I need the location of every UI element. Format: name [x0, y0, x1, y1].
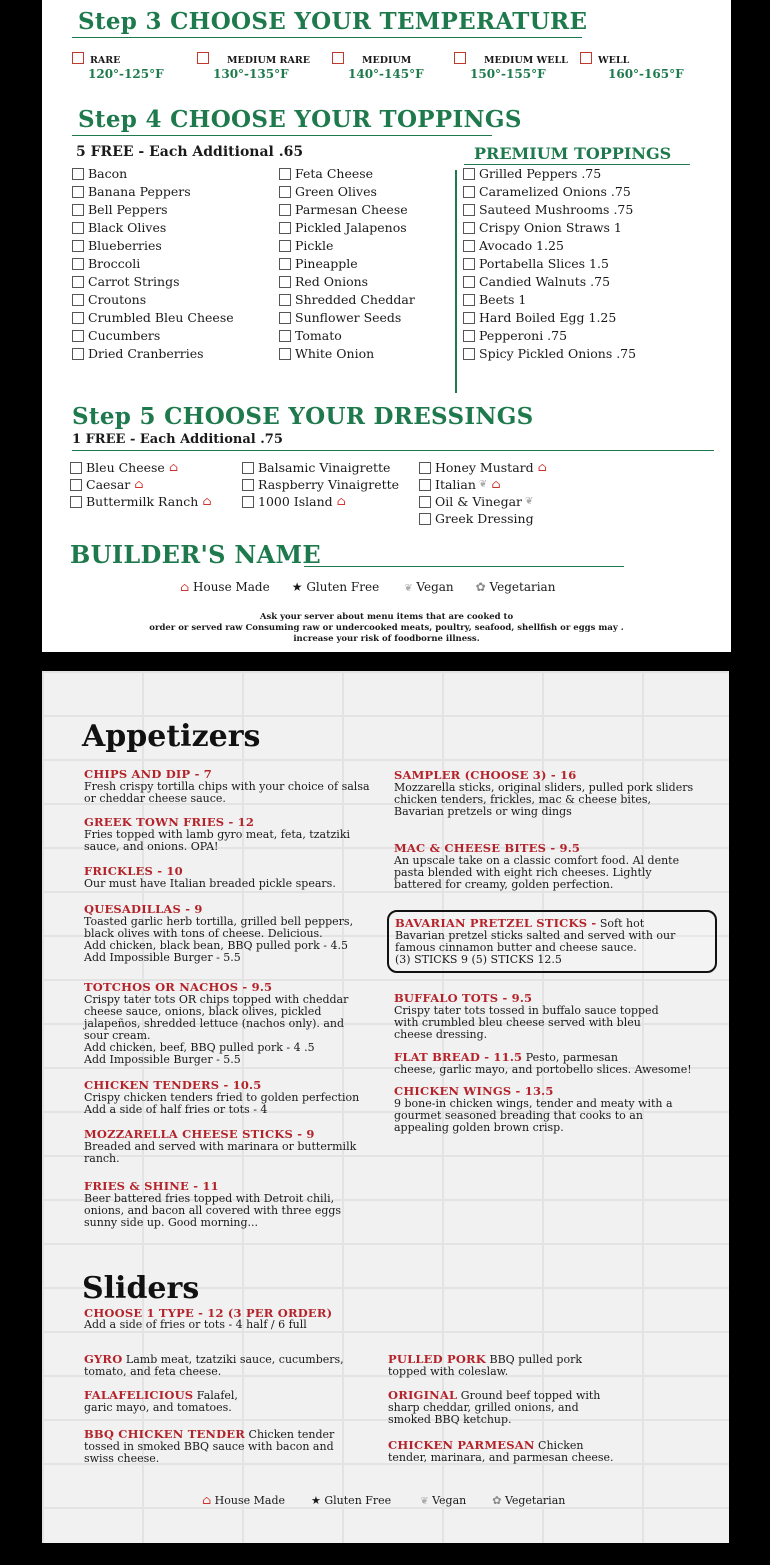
house-icon: ⌂ — [180, 580, 190, 594]
sliders-title: Sliders — [82, 1271, 200, 1306]
checkbox-item[interactable] — [72, 309, 234, 327]
checkbox[interactable] — [279, 258, 291, 270]
menu-item — [84, 1180, 384, 1229]
checkbox-item[interactable] — [463, 291, 636, 309]
item-label: Carrot Strings — [88, 274, 180, 289]
menu-item-inline: Falafel, — [193, 1389, 238, 1402]
checkbox-item[interactable] — [72, 237, 234, 255]
item-label: Tomato — [295, 328, 342, 343]
item-label: Italian — [435, 477, 476, 492]
house-icon: ⌂ — [202, 1493, 212, 1507]
menu-item-line: Add chicken, beef, BBQ pulled pork - 4 .5 — [84, 1041, 315, 1054]
menu-item-line: Toasted garlic herb tortilla, grilled bell peppers, — [84, 915, 354, 928]
menu-item-line: tender, marinara, and parmesan cheese. — [388, 1451, 614, 1464]
menu-item-name: FLAT BREAD - 11.5 — [394, 1050, 523, 1064]
checkbox-item[interactable] — [279, 309, 415, 327]
menu-item — [84, 816, 384, 853]
menu-item-line: ranch. — [84, 1152, 120, 1165]
house-icon: ⌂ — [336, 494, 346, 508]
step3-underline — [72, 37, 582, 38]
toppings-column-2 — [279, 165, 415, 363]
menu-item — [84, 1353, 354, 1378]
menu-item-line: Add chicken, black bean, BBQ pulled pork - 4.5 — [84, 939, 349, 952]
checkbox[interactable] — [279, 276, 291, 288]
item-label: Greek Dressing — [435, 511, 534, 526]
legend-vegan: ❦ Vegan — [420, 1493, 467, 1507]
temp-label: MEDIUM — [362, 55, 412, 66]
item-label: Pickled Jalapenos — [295, 220, 407, 235]
menu-item — [394, 769, 724, 818]
menu-item-inline: Chicken — [534, 1439, 584, 1452]
dressings-column-1 — [70, 459, 211, 510]
dressing-item[interactable] — [419, 493, 547, 510]
vegetarian-icon: ✿ — [475, 580, 486, 594]
appetizers-title: Appetizers — [82, 719, 261, 754]
checkbox-item[interactable] — [463, 201, 636, 219]
checkbox-item[interactable] — [463, 273, 636, 291]
item-label: Parmesan Cheese — [295, 202, 408, 217]
menu-item-name: FRICKLES - 10 — [84, 864, 183, 878]
checkbox[interactable] — [454, 52, 466, 64]
menu-item-line: cheese dressing. — [394, 1028, 488, 1041]
checkbox[interactable] — [72, 222, 84, 234]
menu-item-line: with crumbled bleu cheese served with bleu — [394, 1016, 641, 1029]
item-label: Croutons — [88, 292, 147, 307]
checkbox[interactable] — [279, 186, 291, 198]
checkbox-item[interactable] — [279, 237, 415, 255]
temp-label: MEDIUM WELL — [484, 55, 568, 66]
menu-item — [84, 1389, 354, 1414]
menu-item-line: Add Impossible Burger - 5.5 — [84, 951, 241, 964]
item-label: Red Onions — [295, 274, 369, 289]
checkbox[interactable] — [332, 52, 344, 64]
house-icon: ⌂ — [537, 460, 547, 474]
house-icon: ⌂ — [168, 460, 178, 474]
item-label: Honey Mustard — [435, 460, 534, 475]
checkbox[interactable] — [72, 168, 84, 180]
vegetarian-icon: ✿ — [492, 1493, 502, 1507]
appetizers-page — [42, 671, 729, 1543]
menu-item-line: 9 bone-in chicken wings, tender and meaty with a — [394, 1097, 673, 1110]
item-label: Raspberry Vinaigrette — [258, 477, 400, 492]
item-label: Cucumbers — [88, 328, 161, 343]
menu-item — [84, 1128, 384, 1165]
legend-vegetarian: ✿ Vegetarian — [492, 1493, 566, 1507]
temp-range: 120°-125°F — [88, 67, 164, 81]
checkbox[interactable] — [419, 462, 431, 474]
checkbox[interactable] — [70, 496, 82, 508]
menu-item-line: tomato, and feta cheese. — [84, 1365, 222, 1378]
item-label: Crispy Onion Straws 1 — [479, 220, 622, 235]
checkbox[interactable] — [72, 186, 84, 198]
item-label: Green Olives — [295, 184, 377, 199]
item-label: Candied Walnuts .75 — [479, 274, 611, 289]
checkbox[interactable] — [72, 258, 84, 270]
checkbox[interactable] — [242, 479, 254, 491]
item-label: Grilled Peppers .75 — [479, 166, 602, 181]
dressings-column-3 — [419, 459, 547, 527]
item-label: Broccoli — [88, 256, 141, 271]
dressing-item[interactable] — [419, 510, 547, 527]
checkbox[interactable] — [419, 513, 431, 525]
step4-title: Step 4 CHOOSE YOUR TOPPINGS — [78, 106, 522, 133]
checkbox[interactable] — [279, 330, 291, 342]
dressing-item[interactable] — [419, 459, 547, 476]
item-label: Crumbled Bleu Cheese — [88, 310, 234, 325]
menu-item — [394, 842, 724, 891]
menu-item — [84, 865, 384, 890]
house-icon: ⌂ — [202, 494, 212, 508]
premium-toppings-column — [463, 165, 636, 363]
checkbox[interactable] — [279, 222, 291, 234]
checkbox-item[interactable] — [463, 345, 636, 363]
checkbox[interactable] — [72, 52, 84, 64]
item-label: Dried Cranberries — [88, 346, 204, 361]
menu-item-line: cheese, garlic mayo, and portobello slices. Awesome! — [394, 1063, 692, 1076]
legend-gluten: ★ Gluten Free — [291, 580, 380, 594]
menu-item-name: MOZZARELLA CHEESE STICKS - 9 — [84, 1127, 315, 1141]
dressings-sub: 1 FREE - Each Additional .75 — [72, 432, 283, 447]
menu-item-name: BAVARIAN PRETZEL STICKS - — [395, 916, 597, 930]
menu-item-line: sour cream. — [84, 1029, 151, 1042]
menu-item-name: TOTCHOS OR NACHOS - 9.5 — [84, 980, 273, 994]
item-label: Sauteed Mushrooms .75 — [479, 202, 634, 217]
menu-item-inline: Chicken tender — [245, 1428, 335, 1441]
item-label: Caesar — [86, 477, 131, 492]
menu-item-name: BBQ CHICKEN TENDER — [84, 1427, 246, 1441]
checkbox[interactable] — [72, 312, 84, 324]
menu-item — [388, 1389, 678, 1426]
menu-item-line: jalapeños, shredded lettuce (nachos only). and — [84, 1017, 345, 1030]
disclaimer: Ask your server about menu items that are cooked to order or served raw Consuming raw or undercooked meats, poultry, seafood, shellfish or eggs may . increase your risk of foodborne illness. — [149, 612, 624, 644]
menu-item — [84, 981, 384, 1066]
checkbox[interactable] — [279, 168, 291, 180]
checkbox-item[interactable] — [279, 219, 415, 237]
checkbox[interactable] — [463, 276, 475, 288]
checkbox-item[interactable] — [463, 327, 636, 345]
legend-house: ⌂ House Made — [202, 1493, 285, 1507]
menu-item-line: swiss cheese. — [84, 1452, 160, 1465]
step3-title: Step 3 CHOOSE YOUR TEMPERATURE — [78, 8, 588, 35]
checkbox[interactable] — [242, 496, 254, 508]
checkbox-item[interactable] — [279, 183, 415, 201]
item-label: Pepperoni .75 — [479, 328, 568, 343]
temp-label: WELL — [598, 55, 630, 66]
menu-item-line: topped with coleslaw. — [388, 1365, 509, 1378]
item-label: Portabella Slices 1.5 — [479, 256, 609, 271]
checkbox-item[interactable] — [279, 201, 415, 219]
menu-item-line: Add a side of half fries or tots - 4 — [84, 1103, 268, 1116]
checkbox[interactable] — [419, 479, 431, 491]
leaf-icon: ❦ — [420, 1495, 429, 1507]
step5-title: Step 5 CHOOSE YOUR DRESSINGS — [72, 403, 534, 430]
menu-item-line: appealing golden brown crisp. — [394, 1121, 564, 1134]
item-label: Buttermilk Ranch — [86, 494, 199, 509]
menu-item-line: battered for creamy, golden perfection. — [394, 878, 614, 891]
free-toppings-heading: 5 FREE - Each Additional .65 — [76, 144, 304, 160]
dressing-item[interactable] — [70, 493, 211, 510]
menu-item-line: Fries topped with lamb gyro meat, feta, tzatziki — [84, 828, 351, 841]
checkbox[interactable] — [463, 222, 475, 234]
star-icon: ★ — [291, 580, 303, 594]
menu-item-line: Our must have Italian breaded pickle spears. — [84, 877, 336, 890]
menu-item-name: ORIGINAL — [388, 1388, 458, 1402]
menu-item-inline: Lamb meat, tzatziki sauce, cucumbers, — [122, 1353, 344, 1366]
menu-item-line: Mozzarella sticks, original sliders, pulled pork sliders — [394, 781, 694, 794]
checkbox[interactable] — [72, 204, 84, 216]
dressing-item[interactable] — [242, 476, 399, 493]
dressing-item[interactable] — [242, 459, 399, 476]
menu-item-line: sunny side up. Good morning... — [84, 1216, 259, 1229]
menu-item-line: Crispy tater tots tossed in buffalo sauce topped — [394, 1004, 659, 1017]
menu-item-name: CHICKEN TENDERS - 10.5 — [84, 1078, 262, 1092]
item-label: Feta Cheese — [295, 166, 374, 181]
menu-item — [394, 992, 724, 1041]
menu-item — [84, 903, 384, 964]
menu-item-name: CHIPS AND DIP - 7 — [84, 767, 212, 781]
checkbox[interactable] — [279, 204, 291, 216]
checkbox[interactable] — [463, 294, 475, 306]
menu-item — [84, 1079, 384, 1116]
menu-item-line: garic mayo, and tomatoes. — [84, 1401, 232, 1414]
item-label: Beets 1 — [479, 292, 527, 307]
checkbox-item[interactable] — [72, 345, 234, 363]
premium-toppings-heading: PREMIUM TOPPINGS — [474, 144, 672, 163]
menu-item-line: chicken tenders, frickles, mac & cheese bites, — [394, 793, 651, 806]
menu-item-line: Bavarian pretzels or wing dings — [394, 805, 572, 818]
menu-item-line: Crispy chicken tenders fried to golden perfection — [84, 1091, 360, 1104]
star-icon: ★ — [311, 1493, 321, 1507]
checkbox-item[interactable] — [72, 183, 234, 201]
item-label: Pickle — [295, 238, 334, 253]
menu-item-line: Fresh crispy tortilla chips with your choice of salsa — [84, 780, 370, 793]
checkbox[interactable] — [279, 294, 291, 306]
checkbox[interactable] — [279, 240, 291, 252]
menu-item-line: sauce, and onions. OPA! — [84, 840, 219, 853]
checkbox[interactable] — [463, 312, 475, 324]
dressing-item[interactable] — [70, 476, 211, 493]
menu-item-name: FALAFELICIOUS — [84, 1388, 194, 1402]
menu-item-name: FRIES & SHINE - 11 — [84, 1179, 219, 1193]
menu-item — [388, 1353, 678, 1378]
temp-label: MEDIUM RARE — [227, 55, 310, 66]
house-icon: ⌂ — [134, 477, 144, 491]
house-icon: ⌂ — [491, 477, 501, 491]
toppings-column-1 — [72, 165, 234, 363]
checkbox[interactable] — [72, 276, 84, 288]
checkbox-item[interactable] — [463, 183, 636, 201]
checkbox[interactable] — [70, 479, 82, 491]
item-label: Hard Boiled Egg 1.25 — [479, 310, 617, 325]
item-label: Banana Peppers — [88, 184, 191, 199]
temp-label: RARE — [90, 55, 121, 66]
menu-item-line: famous cinnamon butter and cheese sauce. — [395, 941, 637, 954]
checkbox[interactable] — [463, 348, 475, 360]
menu-item — [387, 910, 717, 973]
menu-item-name: BUFFALO TOTS - 9.5 — [394, 991, 533, 1005]
menu-item-inline: Pesto, parmesan — [522, 1051, 618, 1064]
checkbox[interactable] — [70, 462, 82, 474]
menu-item-line: An upscale take on a classic comfort food. Al dente — [394, 854, 680, 867]
checkbox[interactable] — [279, 312, 291, 324]
menu-item — [388, 1439, 678, 1464]
checkbox-item[interactable] — [279, 273, 415, 291]
legend-2 — [198, 1493, 565, 1507]
checkbox[interactable] — [463, 330, 475, 342]
legend-vegan: ❦ Vegan — [404, 580, 454, 594]
checkbox-item[interactable] — [463, 219, 636, 237]
checkbox-item[interactable] — [72, 165, 234, 183]
temp-range: 160°-165°F — [608, 67, 684, 81]
temp-range: 140°-145°F — [348, 67, 424, 81]
item-label: Black Olives — [88, 220, 167, 235]
checkbox[interactable] — [463, 258, 475, 270]
menu-item-line: Breaded and served with marinara or buttermilk — [84, 1140, 357, 1153]
menu-item-name: CHICKEN PARMESAN — [388, 1438, 535, 1452]
leaf-icon: ❦ — [478, 479, 488, 490]
item-label: Shredded Cheddar — [295, 292, 415, 307]
menu-item — [394, 1051, 724, 1076]
menu-item-line: black olives with tons of cheese. Delicious. — [84, 927, 323, 940]
item-label: Caramelized Onions .75 — [479, 184, 631, 199]
checkbox[interactable] — [279, 348, 291, 360]
checkbox-item[interactable] — [72, 219, 234, 237]
checkbox[interactable] — [72, 348, 84, 360]
menu-item-inline: BBQ pulled pork — [486, 1353, 582, 1366]
checkbox[interactable] — [72, 240, 84, 252]
item-label: Bleu Cheese — [86, 460, 165, 475]
checkbox-item[interactable] — [279, 255, 415, 273]
legend-gluten: ★ Gluten Free — [311, 1493, 392, 1507]
menu-item-line: cheese sauce, onions, black olives, pickled — [84, 1005, 322, 1018]
checkbox[interactable] — [463, 186, 475, 198]
checkbox-item[interactable] — [463, 165, 636, 183]
menu-item-name: GREEK TOWN FRIES - 12 — [84, 815, 255, 829]
dressing-item[interactable] — [242, 493, 399, 510]
menu-item-name: MAC & CHEESE BITES - 9.5 — [394, 841, 581, 855]
menu-item-line: Beer battered fries topped with Detroit chili, — [84, 1192, 335, 1205]
step4-underline — [72, 135, 492, 136]
menu-item-line: Crispy tater tots OR chips topped with cheddar — [84, 993, 349, 1006]
checkbox[interactable] — [197, 52, 209, 64]
sliders-choose: CHOOSE 1 TYPE - 12 (3 PER ORDER) Add a side of fries or tots - 4 half / 6 full — [84, 1306, 333, 1331]
legend-vegetarian: ✿ Vegetarian — [475, 580, 556, 594]
menu-item-name: SAMPLER (CHOOSE 3) - 16 — [394, 768, 577, 782]
builder-name-label: BUILDER'S NAME — [70, 540, 322, 569]
menu-item-name: PULLED PORK — [388, 1352, 487, 1366]
menu-item-line: pasta blended with eight rich cheeses. Lightly — [394, 866, 652, 879]
builder-name-line[interactable] — [304, 566, 624, 567]
menu-item-name: CHICKEN WINGS - 13.5 — [394, 1084, 554, 1098]
checkbox-item[interactable] — [463, 309, 636, 327]
dressings-column-2 — [242, 459, 399, 510]
legend-house: ⌂ House Made — [180, 580, 270, 594]
leaf-icon: ❦ — [404, 583, 413, 594]
item-label: White Onion — [295, 346, 375, 361]
checkbox-item[interactable] — [279, 345, 415, 363]
temp-range: 150°-155°F — [470, 67, 546, 81]
checkbox[interactable] — [463, 204, 475, 216]
checkbox[interactable] — [72, 294, 84, 306]
column-divider — [455, 170, 457, 393]
menu-item-inline: Soft hot — [596, 917, 645, 930]
checkbox-item[interactable] — [72, 273, 234, 291]
menu-item-line: gourmet seasoned breading that cooks to an — [394, 1109, 643, 1122]
item-label: Spicy Pickled Onions .75 — [479, 346, 637, 361]
item-label: Bacon — [88, 166, 128, 181]
checkbox-item[interactable] — [463, 255, 636, 273]
item-label: Oil & Vinegar — [435, 494, 522, 509]
temp-range: 130°-135°F — [213, 67, 289, 81]
checkbox[interactable] — [463, 168, 475, 180]
checkbox-item[interactable] — [72, 255, 234, 273]
menu-item-line: sharp cheddar, grilled onions, and — [388, 1401, 579, 1414]
leaf-icon: ❦ — [525, 496, 534, 507]
legend — [176, 580, 555, 594]
checkbox-item[interactable] — [72, 291, 234, 309]
menu-item-name: GYRO — [84, 1352, 123, 1366]
menu-item-line: (3) STICKS 9 (5) STICKS 12.5 — [395, 953, 562, 966]
builder-menu-page — [42, 0, 731, 652]
item-label: Bell Peppers — [88, 202, 168, 217]
menu-item — [394, 1085, 724, 1134]
checkbox-item[interactable] — [72, 201, 234, 219]
item-label: Balsamic Vinaigrette — [258, 460, 391, 475]
menu-item-line: Add Impossible Burger - 5.5 — [84, 1053, 241, 1066]
menu-item — [84, 1428, 354, 1465]
menu-item-line: smoked BBQ ketchup. — [388, 1413, 512, 1426]
menu-item-line: onions, and bacon all covered with three eggs — [84, 1204, 342, 1217]
menu-item-line: tossed in smoked BBQ sauce with bacon and — [84, 1440, 334, 1453]
checkbox-item[interactable] — [279, 291, 415, 309]
item-label: Avocado 1.25 — [479, 238, 564, 253]
item-label: Pineapple — [295, 256, 358, 271]
item-label: Sunflower Seeds — [295, 310, 402, 325]
checkbox[interactable] — [463, 240, 475, 252]
menu-item-line: Bavarian pretzel sticks salted and served with our — [395, 929, 676, 942]
checkbox-item[interactable] — [279, 165, 415, 183]
checkbox[interactable] — [242, 462, 254, 474]
checkbox[interactable] — [580, 52, 592, 64]
menu-item-name: QUESADILLAS - 9 — [84, 902, 203, 916]
checkbox[interactable] — [72, 330, 84, 342]
menu-item-inline: Ground beef topped with — [457, 1389, 601, 1402]
item-label: 1000 Island — [258, 494, 333, 509]
checkbox-item[interactable] — [72, 327, 234, 345]
menu-item — [84, 768, 384, 805]
dressing-item[interactable] — [419, 476, 547, 493]
menu-item-line: or cheddar cheese sauce. — [84, 792, 226, 805]
item-label: Blueberries — [88, 238, 162, 253]
checkbox-item[interactable] — [279, 327, 415, 345]
checkbox-item[interactable] — [463, 237, 636, 255]
checkbox[interactable] — [419, 496, 431, 508]
step5-underline — [72, 450, 714, 451]
dressing-item[interactable] — [70, 459, 211, 476]
